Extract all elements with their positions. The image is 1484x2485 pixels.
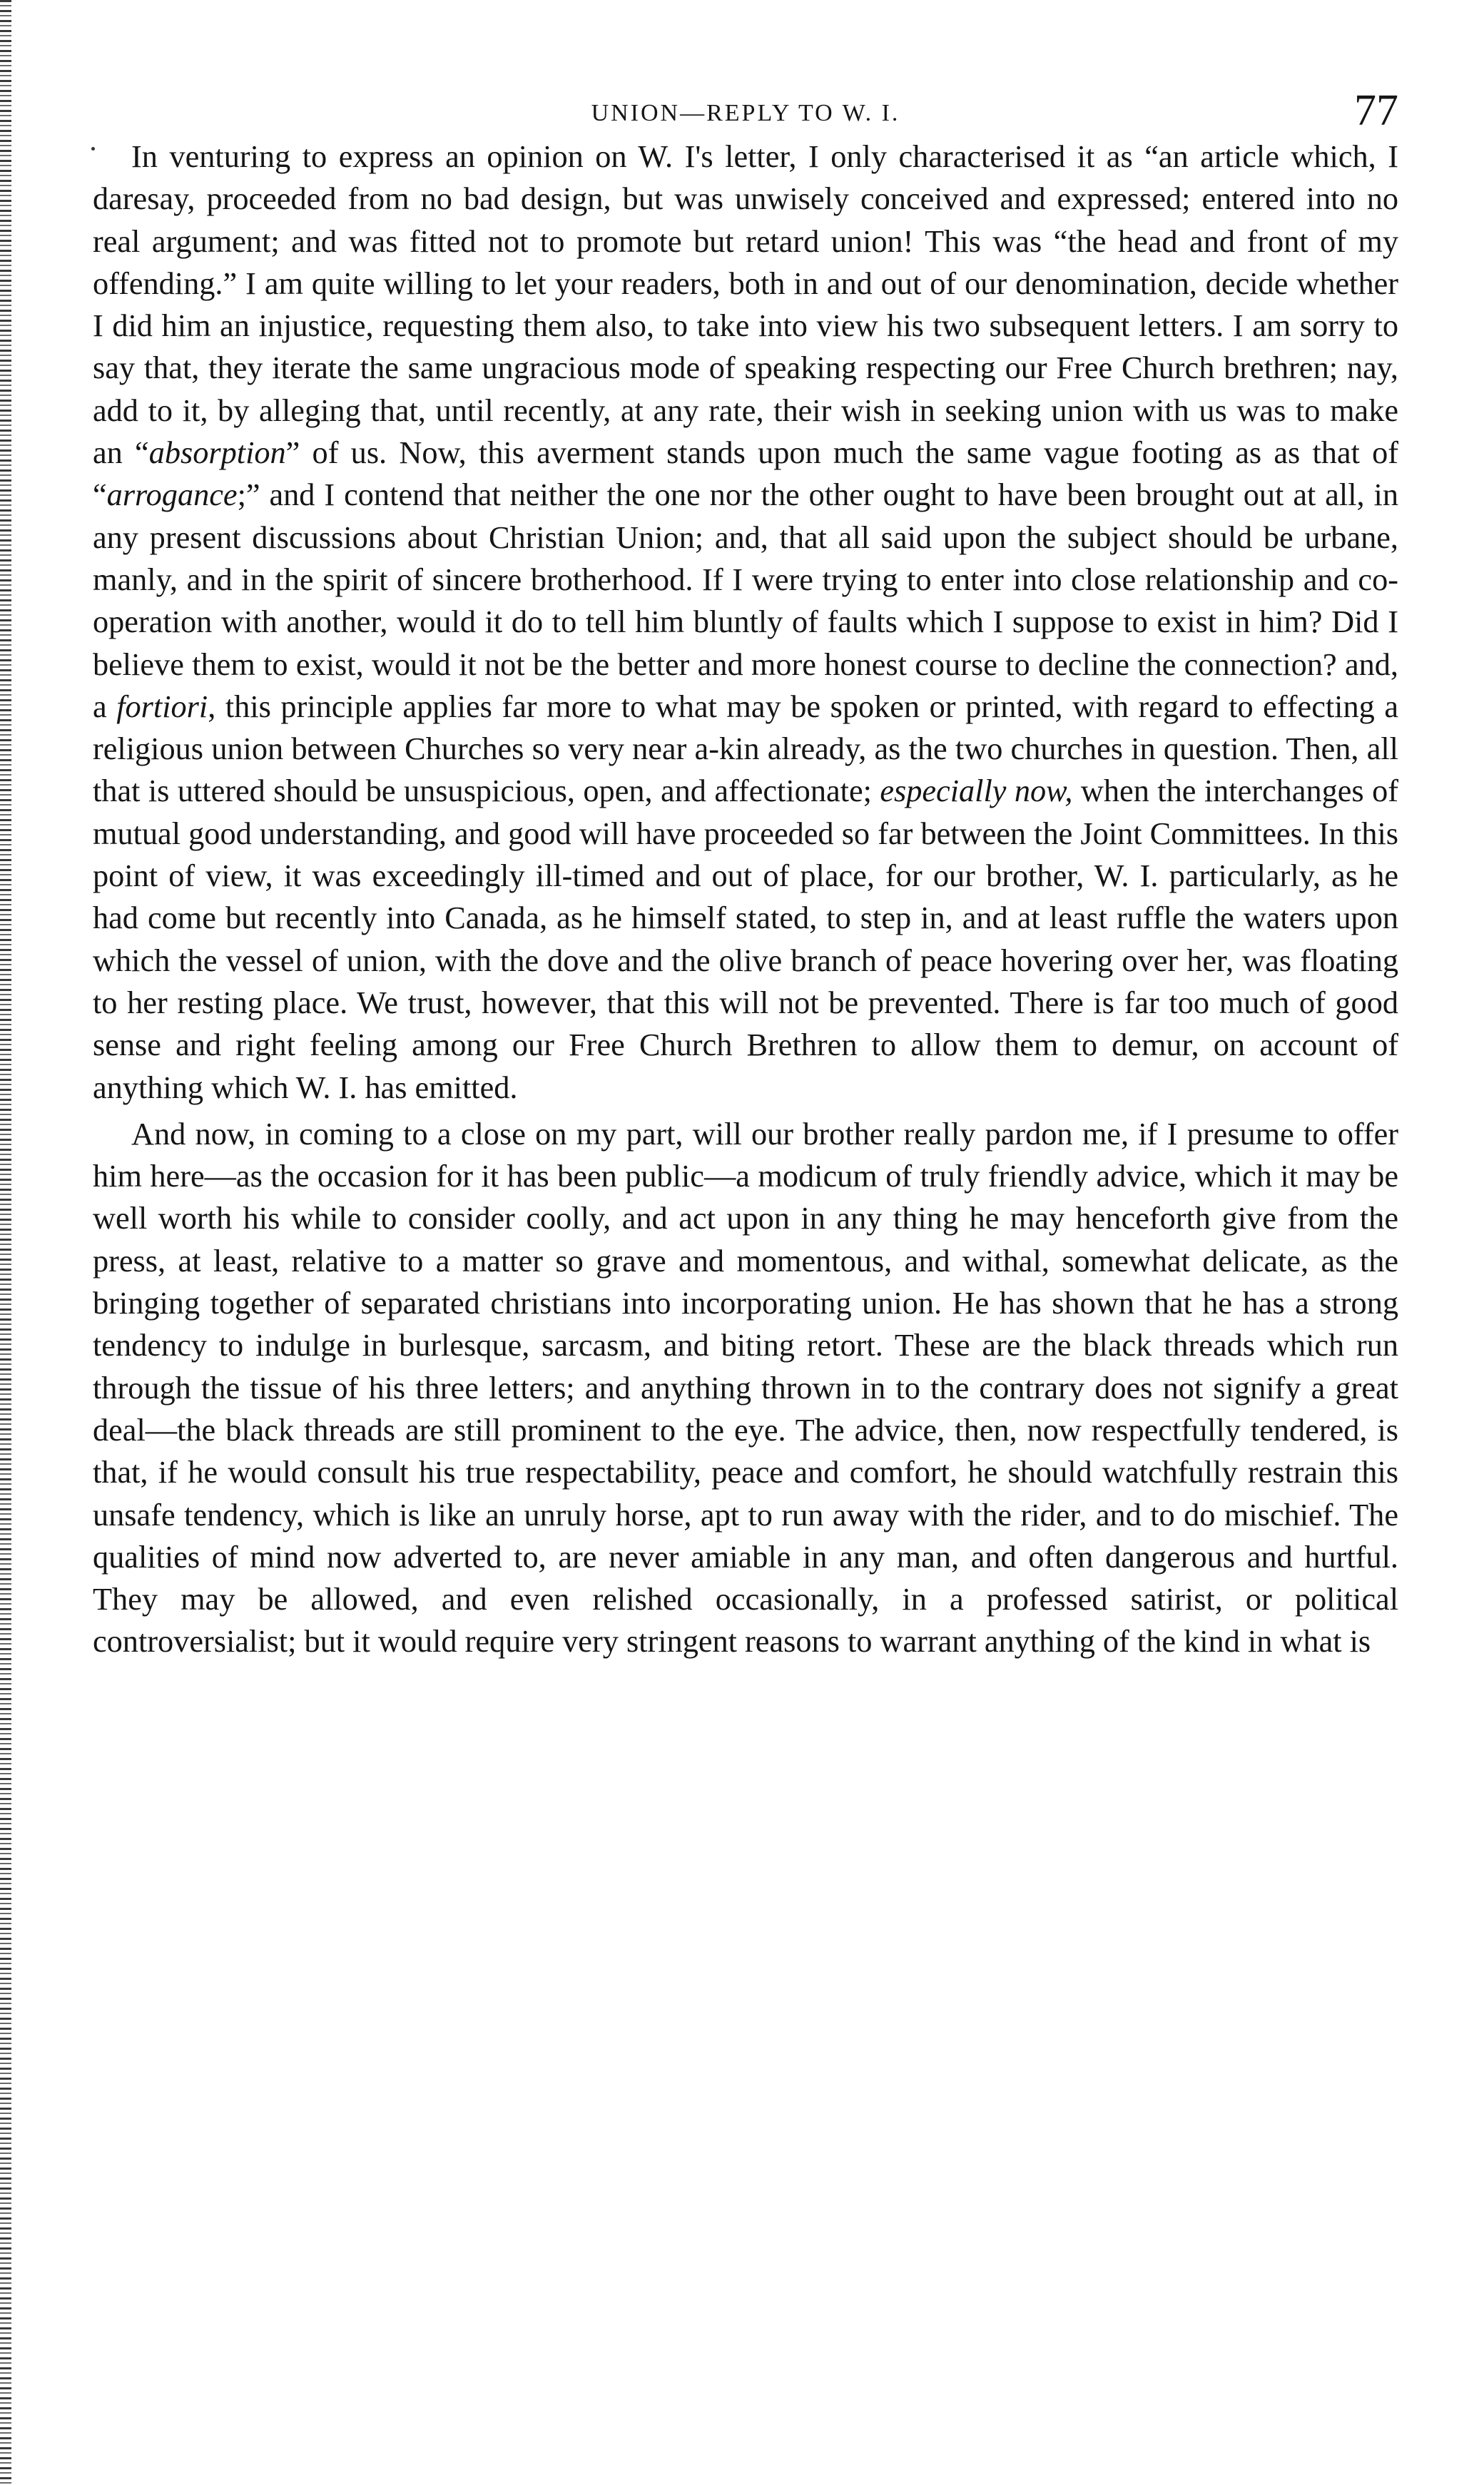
- text-run: And now, in coming to a close on my part, will our brother really pardon me, if I presume to offer him here—as the occasion for it has been public—a modicum of truly friendly advice, which it may be well worth his while to consider coolly, and act upon in any thing he may henceforth give from the press, at least, relative to a matter so grave and momentous, and withal, somewhat delicate, as the bringing together of separated christians into incorporating union. He has shown that he has a strong tendency to indulge in burlesque, sarcasm, and biting retort. These are the black threads which run through the tissue of his three letters; and anything thrown in to the contrary does not signify a great deal—the black threads are still prominent to the eye. The advice, then, now respectfully tendered, is that, if he would consult his true respectability, peace and comfort, he should watchfully restrain this unsafe tendency, which is like an unruly horse, apt to run away with the rider, and to do mischief. The qualities of mind now adverted to, are never amiable in any man, and often dangerous and hurtful. They may be allowed, and even relished occasionally, in a professed satirist, or political controversialist; but it would require very stringent reasons to warrant anything of the kind in what is: [93, 1116, 1398, 1660]
- emphasis-especially-now: especially now,: [880, 773, 1073, 809]
- body-text: [93, 136, 1398, 1663]
- book-page: [93, 78, 1398, 1663]
- paragraph: [93, 136, 1398, 1109]
- text-run: when the interchanges of mutual good understanding, and good will have proceeded so far between the Joint Committees. In this point of view, it was exceedingly ill-timed and out of place, for our brother, W. I. particularly, as he had come but recently into Canada, as he himself stated, to step in, and at least ruffle the waters upon which the vessel of union, with the dove and the olive branch of peace hovering over her, was floating to her resting place. We trust, however, that this will not be prevented. There is far too much of good sense and right feeling among our Free Church Brethren to allow them to demur, on account of anything which W. I. has emitted.: [93, 773, 1398, 1105]
- text-run: ” of us. Now, this averment stands upon much the same vague footing as as that of “: [93, 435, 1398, 513]
- emphasis-arrogance: arrogance: [106, 477, 238, 513]
- page-number: 77: [1354, 86, 1398, 135]
- emphasis-fortiori: fortiori: [116, 688, 208, 724]
- paragraph: [93, 1113, 1398, 1663]
- page-binding-edge: [0, 0, 11, 2485]
- text-run: In venturing to express an opinion on W. I's letter, I only characterised it as “an article which, I daresay, proceeded from no bad design, but was unwisely conceived and expressed; entered into no real argument; and was fitted not to promote but retard union! This was “the head and front of my offending.” I am quite willing to let your readers, both in and out of our denomination, decide whether I did him an injustice, requesting them also, to take into view his two subsequent letters. I am sorry to say that, they iterate the same ungracious mode of speaking respecting our Free Church brethren; nay, add to it, by alleging that, until recently, at any rate, their wish in seeking union with us was to make an “: [93, 139, 1398, 471]
- text-run: ;” and I contend that neither the one nor the other ought to have been brought out at all, in any present discussions about Christian Union; and, that all said upon the subject should be urbane, manly, and in the spirit of sincere brotherhood. If I were trying to enter into close relationship and co-operation with another, would it do to tell him bluntly of faults which I suppose to exist in him? Did I believe them to exist, would it not be the better and more honest course to decline the connection? and, a: [93, 477, 1398, 724]
- emphasis-absorption: absorption: [148, 435, 286, 471]
- running-title: UNION—REPLY TO W. I.: [591, 100, 900, 126]
- text-run: , this principle applies far more to what may be spoken or printed, with regard to effecting a religious union between Churches so very near a-kin already, as the two churches in question. Then, all that is uttered should be unsuspicious, open, and affectionate;: [93, 688, 1398, 809]
- running-head: [93, 78, 1398, 136]
